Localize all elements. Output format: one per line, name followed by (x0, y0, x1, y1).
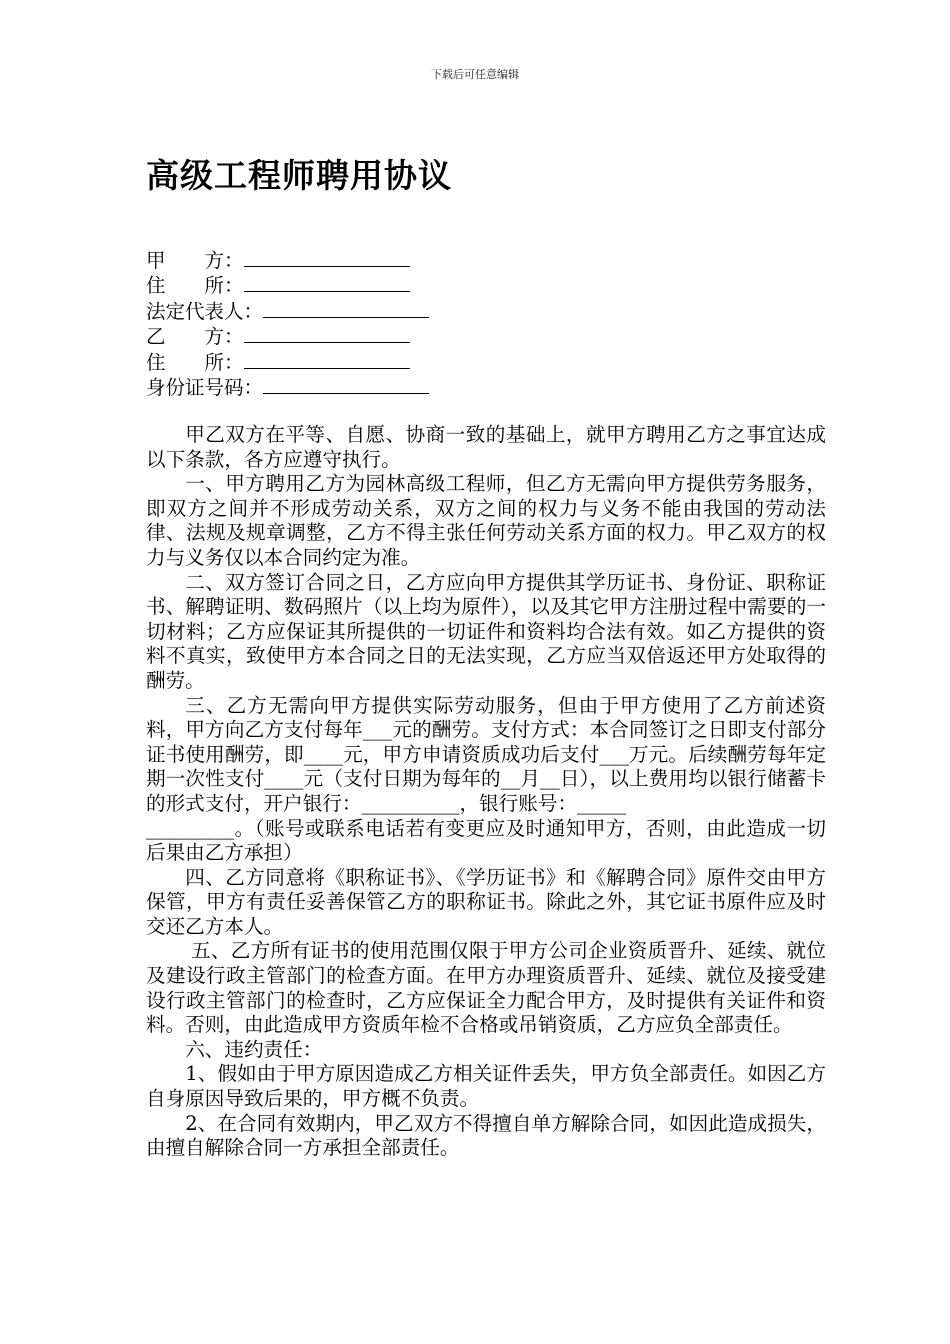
clause-6-item-2: 2、在合同有效期内，甲乙双方不得擅自单方解除合同，如因此造成损失，由擅自解除合同一方承担全部责任。 (146, 1111, 826, 1160)
agreement-body (146, 423, 826, 1161)
party-b-blank[interactable] (244, 324, 410, 343)
party-a-address-blank[interactable] (244, 273, 410, 292)
clause-2: 二、双方签订合同之日，乙方应向甲方提供其学历证书、身份证、职称证书、解聘证明、数码照片（以上均为原件），以及其它甲方注册过程中需要的一切材料；乙方应保证其所提供的一切证件和资料均合法有效。如乙方提供的资料不真实，致使甲方本合同之日的无法实现，乙方应当双倍返还甲方处取得的酬劳。 (146, 570, 826, 692)
clause-3: 三、乙方无需向甲方提供实际劳动服务，但由于甲方使用了乙方前述资料，甲方向乙方支付每年___元的酬劳。支付方式：本合同签订之日即支付部分证书使用酬劳，即____元，甲方申请资质成功后支付___万元。后续酬劳每年定期一次性支付____元（支付日期为每年的__月__日），以上费用均以银行储蓄卡的形式支付，开户银行：__________，银行账号：_____ (146, 693, 826, 815)
header-note: 下载后可任意编辑 (431, 68, 519, 81)
legal-rep-row (146, 299, 826, 324)
clause-4: 四、乙方同意将《职称证书》、《学历证书》和《解聘合同》原件交由甲方保管，甲方有责任妥善保管乙方的职称证书。除此之外，其它证书原件应及时交还乙方本人。 (146, 865, 826, 938)
clause-1: 一、甲方聘用乙方为园林高级工程师，但乙方无需向甲方提供劳务服务，即双方之间并不形成劳动关系，双方之间的权力与义务不能由我国的劳动法律、法规及规章调整，乙方不得主张任何劳动关系方面的权力。甲乙双方的权力与义务仅以本合同约定为准。 (146, 472, 826, 569)
clause-5: 五、乙方所有证书的使用范围仅限于甲方公司企业资质晋升、延续、就位及建设行政主管部门的检查方面。在甲方办理资质晋升、延续、就位及接受建设行政主管部门的检查时，乙方应保证全力配合甲方，及时提供有关证件和资料。否则，由此造成甲方资质年检不合格或吊销资质，乙方应负全部责任。 (146, 939, 826, 1037)
legal-rep-blank[interactable] (263, 299, 429, 318)
parties-block (146, 248, 826, 400)
party-b-label: 乙 方： (146, 325, 244, 349)
party-b-address-label: 住 所： (146, 350, 244, 374)
legal-rep-label: 法定代表人： (146, 299, 264, 323)
party-a-label: 甲 方： (146, 249, 244, 272)
clause-6-heading: 六、违约责任： (185, 1037, 323, 1061)
party-a-address-label: 住 所： (146, 274, 244, 298)
id-number-blank[interactable] (263, 375, 429, 394)
clause-6-item-1: 1、假如由于甲方原因造成乙方相关证件丢失，甲方负全部责任。如因乙方自身原因导致后果的，甲方概不负责。 (146, 1062, 826, 1111)
intro-paragraph: 甲乙双方在平等、自愿、协商一致的基础上，就甲方聘用乙方之事宜达成以下条款，各方应遵守执行。 (146, 423, 826, 471)
id-number-row (146, 375, 826, 400)
party-a-row (146, 248, 826, 273)
id-number-label: 身份证号码： (146, 376, 264, 400)
party-b-address-row (146, 350, 826, 375)
party-a-blank[interactable] (244, 248, 410, 267)
party-a-address-row (146, 273, 826, 298)
document-title: 高级工程师聘用协议 (146, 156, 452, 195)
clause-3-continued: _________。（账号或联系电话若有变更应及时通知甲方，否则，由此造成一切后果由乙方承担） (146, 816, 826, 865)
party-b-row (146, 324, 826, 349)
party-b-address-blank[interactable] (244, 350, 410, 369)
